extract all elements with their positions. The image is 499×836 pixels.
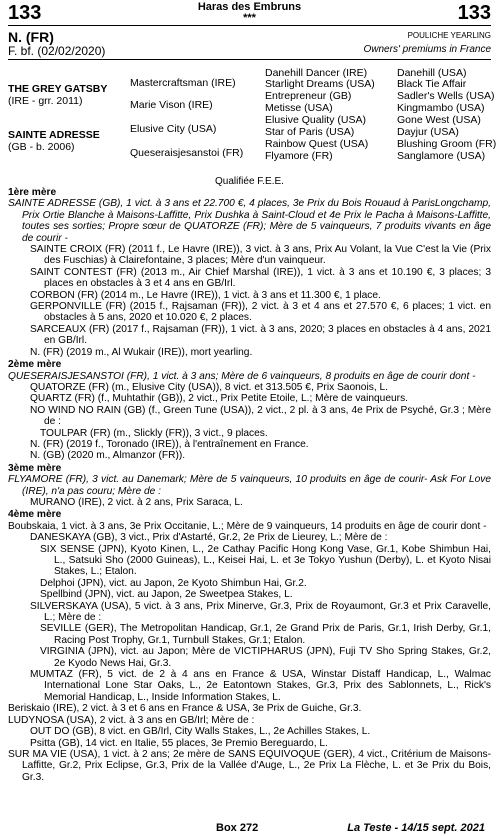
ped-gen4: Kingmambo (USA) — [397, 102, 485, 114]
section-heading: 1ère mère — [8, 187, 57, 198]
lot-number: 133 — [8, 2, 42, 24]
pedigree-table — [8, 68, 495, 174]
produce-entry: DANESKAYA (GB), 3 vict., Prix d'Astarté, Gr.2, 2e Prix de Lieurey, L.; Mère de : — [30, 532, 388, 544]
produce-entry: QUATORZE (FR) (m., Elusive City (USA)), 8 vict. et 313.505 €, Prix Saonois, L. — [30, 381, 388, 393]
produce-entry: N. (FR) (2019 f., Toronado (IRE)), à l'entraînement en France. — [30, 438, 309, 450]
ped-gen2: Marie Vison (IRE) — [130, 99, 213, 111]
box-number: Box 272 — [216, 822, 259, 834]
consignor-stars: *** — [243, 12, 256, 24]
produce-entry: OUT DO (GB), 8 vict. en GB/Irl, City Walls Stakes, L., 2e Achilles Stakes, L. — [30, 726, 371, 738]
produce-entry: N. (FR) (2019 m., Al Wukair (IRE)), mort yearling. — [30, 346, 253, 358]
ped-gen3: Entrepreneur (GB) — [265, 90, 352, 102]
produce-entry: NO WIND NO RAIN (GB) (f., Green Tune (USA)), 2 vict., 2 pl. à 3 ans, 4e Prix de Psyché, Gr.3 ; Mère de : — [30, 404, 491, 428]
produce-entry: N. (GB) (2020 m., Almanzor (FR)). — [30, 450, 186, 462]
produce-entry: Spellbind (JPN), vict. au Japon, 2e Sweetpea Stakes, L. — [40, 589, 293, 601]
produce-entry: Psitta (GB), 14 vict. en Italie, 55 places, 3e Premio Bereguardo, L. — [30, 737, 328, 749]
produce-entry: GERPONVILLE (FR) (2015 f., Rajsaman (FR)), 2 vict. à 3 et 4 ans et 27.570 €, 6 places; 1 vict. en obstacles à 5 ans, 2020 et 10.020 €, 2 places. — [30, 301, 491, 324]
consignor-name — [0, 2, 499, 24]
sire-info: (IRE - grr. 2011) — [8, 95, 83, 107]
produce-entry: MUMTAZ (FR), 5 vict. de 2 à 4 ans en France & USA, Winstar Distaff Handicap, L., Walmac International Lone Star Oaks, L., 2e Eatontown Stakes, Gr.3, Prix des Sablonnets, L., Rick's Memorial Handicap, L., Inside Information Stakes, L. — [30, 669, 491, 703]
produce-entry: TOULPAR (FR) (m., Slickly (FR)), 3 vict., 9 places. — [40, 427, 268, 439]
horse-identity — [8, 29, 491, 59]
dam-paragraph: SAINTE ADRESSE (GB), 1 vict. à 3 ans et 22.700 €, 4 places, 3e Prix du Bois Rouaud à ParisLongchamp, Prix Ortie Blanche à Maisons-Laffitte, Prix Dushka à Saint-Cloud et 4e Prix le Pacha à Maisons-Laffitte, toutes ses sorties; Propre sœur de QUATORZE (FR); Mère de 5 vainqueurs, 7 produits vivants en âge de courir - — [8, 198, 491, 244]
section-heading: 4ème mère — [8, 509, 62, 521]
dam-paragraph: Boubskaia, 1 vict. à 3 ans, 3e Prix Occitanie, L.; Mère de 9 vainqueurs, 14 produits en âge de courir dont - — [8, 520, 487, 532]
ped-gen2: Elusive City (USA) — [130, 123, 217, 135]
ped-gen3: Rainbow Quest (USA) — [265, 138, 369, 150]
horse-dob: F. bf. (02/02/2020) — [8, 44, 106, 58]
section-heading: 3ème mère — [8, 462, 62, 474]
produce-entry: SEVILLE (GER), The Metropolitan Handicap, Gr.1, 2e Grand Prix de Paris, Gr.1, Irish Derby, Gr.1, Racing Post Trophy, Gr.1, Turnbull Stakes, Gr.1; Etalon. — [40, 623, 491, 646]
ped-gen4: Sanglamore (USA) — [397, 150, 486, 162]
produce-entry: SARCEAUX (FR) (2017 f., Rajsaman (FR)), 1 vict. à 3 ans, 2020; 3 places en obstacles à 4 ans, 2021 en GB/Irl. — [30, 323, 491, 347]
consignor-title: Haras des Embruns — [197, 1, 302, 13]
lot-number-right: 133 — [457, 2, 491, 24]
sale-venue-date: La Teste - 14/15 sept. 2021 — [347, 822, 485, 834]
produce-entry: VIRGINIA (JPN), vict. au Japon; Mère de VICTIPHARUS (JPN), Fuji TV Sho Spring Stakes, Gr.2, 2e Kyodo News Hai, Gr.3. — [40, 646, 491, 669]
section-heading: 2ème mère — [8, 359, 62, 371]
page-footer — [0, 822, 499, 836]
produce-entry: QUARTZ (FR) (f., Muhtathir (GB)), 2 vict., Prix Petite Etoile, L.; Mère de vainqueurs. — [30, 393, 408, 405]
ped-gen4: Black Tie Affair — [397, 78, 467, 90]
owners-premiums: Owners' premiums in France — [363, 44, 491, 55]
ped-gen2: Mastercraftsman (IRE) — [130, 77, 236, 89]
header-divider — [8, 25, 491, 26]
ped-gen3: Flyamore (FR) — [265, 150, 333, 162]
ped-gen4: Dayjur (USA) — [397, 126, 459, 138]
dam-paragraph: FLYAMORE (FR), 3 vict. au Danemark; Mère de 5 vainqueurs, 10 produits en âge de courir- Ask For Love (IRE), n'a pas couru; Mère de : — [8, 474, 491, 497]
identity-divider — [8, 59, 491, 60]
produce-entry: SUR MA VIE (USA), 1 vict. à 2 ans; 2e mère de SANS EQUIVOQUE (GER), 4 vict., Critérium de Maisons-Laffitte, Gr.2, Prix Eclipse, Gr.3, Prix de la Vallée d'Auge, L., 2e Prix La Flèche, L. et 3e Prix du Bois, Gr.3. — [8, 748, 491, 783]
ped-gen4: Blushing Groom (FR) — [397, 138, 497, 150]
produce-entry: SILVERSKAYA (USA), 5 vict. à 3 ans, Prix Minerve, Gr.3, Prix de Royaumont, Gr.3 et Prix Caravelle, L.; Mère de : — [30, 600, 491, 624]
dam-paragraph: QUESERAISJESANSTOI (FR), 1 vict. à 3 ans; Mère de 6 vainqueurs, 8 produits en âge de courir dont - — [8, 370, 476, 382]
ped-gen3: Metisse (USA) — [265, 102, 333, 114]
ped-gen4: Gone West (USA) — [397, 114, 481, 126]
ped-gen3: Elusive Quality (USA) — [265, 114, 366, 126]
produce-entry: SAINT CONTEST (FR) (2013 m., Air Chief Marshal (IRE)), 1 vict. à 3 ans et 10.190 €, 3 places; 3 places en obstacles à 3 et 4 ans en GB/Irl. — [30, 266, 491, 290]
produce-entry: Beriskaio (IRE), 2 vict. à 3 et 6 ans en France & USA, 3e Prix de Guiche, Gr.3. — [8, 703, 362, 715]
produce-entry: SAINTE CROIX (FR) (2011 f., Le Havre (IRE)), 3 vict. à 3 ans, Prix Au Volant, la Vue C'est la Vie (Prix des Fuschias) à Clairefontaine, 3 places; Mère d'un vainqueur. — [30, 244, 491, 267]
qualification-note: Qualifiée F.E.E. — [215, 176, 284, 187]
ped-gen3: Starlight Dreams (USA) — [265, 78, 375, 90]
dam-name: SAINTE ADRESSE — [8, 129, 100, 141]
sale-category: POULICHE YEARLING — [407, 31, 491, 40]
page-header — [0, 0, 499, 24]
ped-gen4: Danehill (USA) — [397, 67, 467, 79]
family-notes — [8, 186, 491, 783]
produce-entry: Delphoi (JPN), vict. au Japon, 2e Kyoto Shimbun Hai, Gr.2. — [40, 577, 307, 589]
horse-name: N. (FR) — [8, 29, 54, 45]
sire-name: THE GREY GATSBY — [8, 83, 108, 95]
ped-gen3: Danehill Dancer (IRE) — [265, 67, 368, 79]
produce-entry: CORBON (FR) (2014 m., Le Havre (IRE)), 1 vict. à 3 ans et 11.300 €, 1 place. — [30, 289, 381, 301]
produce-entry: MURANO (IRE), 2 vict. à 2 ans, Prix Saraca, L. — [30, 496, 243, 508]
ped-gen4: Sadler's Wells (USA) — [397, 90, 495, 102]
dam-info: (GB - b. 2006) — [8, 141, 75, 153]
produce-entry: LUDYNOSA (USA), 2 vict. à 3 ans en GB/Irl; Mère de : — [8, 714, 255, 726]
ped-gen3: Star of Paris (USA) — [265, 126, 355, 138]
ped-gen2: Queseraisjesanstoi (FR) — [130, 147, 244, 159]
produce-entry: SIX SENSE (JPN), Kyoto Kinen, L., 2e Cathay Pacific Hong Kong Vase, Gr.1, Kobe Shimbun Hai, L., Satsuki Sho (2000 Guineas), L., Keisei Hai, L. et 3e Tokyo Yushun (Derby), L. et Kyoto Nisai Stakes, L.; Etalon. — [40, 543, 491, 578]
